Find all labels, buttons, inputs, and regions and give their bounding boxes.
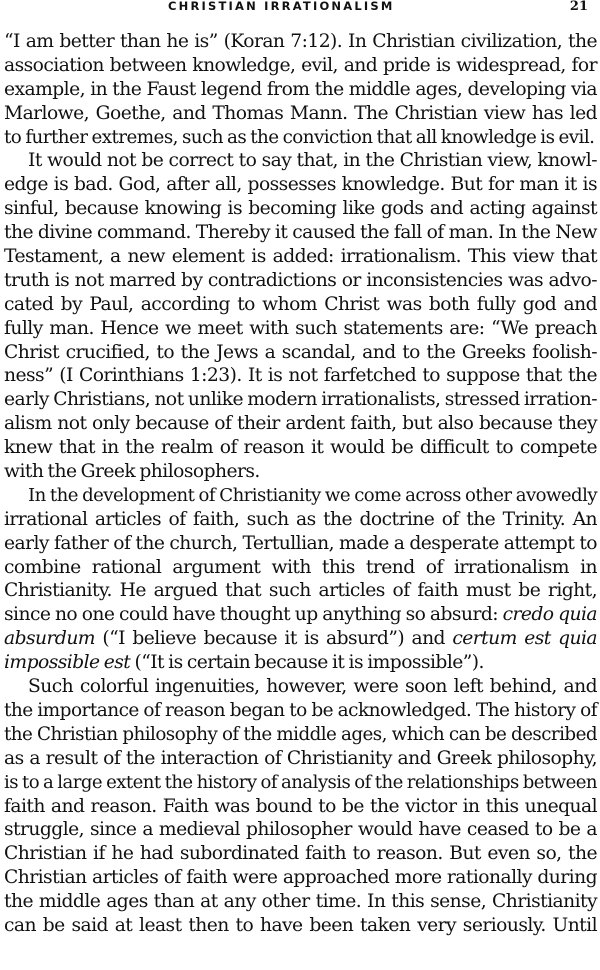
text-run: irrational articles of faith, such as the doctrine of the Trinity. An bbox=[4, 508, 597, 530]
text-line bbox=[0, 126, 600, 150]
text-line bbox=[0, 30, 600, 54]
text-run: can be said at least then to have been taken very seriously. Until bbox=[4, 914, 597, 936]
text-run: Testament, a new element is added: irrationalism. This view that bbox=[4, 246, 597, 268]
text-run: edge is bad. God, after all, possesses knowledge. But for man it is bbox=[4, 174, 597, 196]
text-line bbox=[0, 317, 600, 341]
text-run: Marlowe, Goethe, and Thomas Mann. The Christian view has led bbox=[4, 102, 597, 124]
page-number: 21 bbox=[569, 0, 588, 14]
text-run: to further extremes, such as the conviction that all knowledge is evil. bbox=[4, 126, 595, 148]
text-line bbox=[0, 388, 600, 412]
text-line bbox=[0, 747, 600, 771]
text-line bbox=[0, 508, 600, 532]
text-line bbox=[0, 221, 600, 245]
text-line bbox=[0, 341, 600, 365]
text-run: combine rational argument with this trend of irrationalism in bbox=[4, 556, 597, 578]
text-line bbox=[0, 436, 600, 460]
text-run: truth is not marred by contradictions or inconsistencies was advo- bbox=[4, 269, 597, 291]
text-run: cated by Paul, according to whom Christ was both fully god and bbox=[4, 293, 597, 315]
text-run: faith and reason. Faith was bound to be the victor in this unequal bbox=[4, 795, 597, 817]
text-line bbox=[0, 795, 600, 819]
text-run: early father of the church, Tertullian, made a desperate attempt to bbox=[4, 532, 597, 554]
italic-phrase: impossible est bbox=[4, 652, 131, 674]
text-run: fully man. Hence we meet with such statements are: “We preach bbox=[4, 317, 597, 339]
text-run: “I am better than he is” (Koran 7:12). In Christian civilization, the bbox=[4, 31, 597, 52]
text-run: knew that in the realm of reason it would be difficult to compete bbox=[4, 437, 597, 459]
text-run: struggle, since a medieval philosopher would have ceased to be a bbox=[4, 819, 597, 841]
text-run: In the development of Christianity we come across other avowedly bbox=[28, 484, 597, 506]
text-run: Such colorful ingenuities, however, were soon left behind, and bbox=[28, 676, 597, 698]
text-run: ness” (I Corinthians 1:23). It is not farfetched to suppose that the bbox=[4, 365, 597, 387]
text-run: Christianity. He argued that such articles of faith must be right, bbox=[4, 580, 597, 602]
italic-phrase: absurdum bbox=[4, 628, 95, 650]
text-run: (“It is certain because it is impossible”). bbox=[130, 652, 484, 674]
text-line bbox=[0, 78, 600, 102]
text-run: alism not only because of their ardent faith, but also because they bbox=[4, 413, 597, 435]
text-line bbox=[0, 54, 600, 78]
text-line bbox=[0, 556, 600, 580]
body-text bbox=[0, 30, 600, 938]
text-line bbox=[0, 412, 600, 436]
text-line bbox=[0, 699, 600, 723]
text-run: is to a large extent the history of analysis of the relationships between bbox=[4, 771, 597, 793]
text-line bbox=[0, 818, 600, 842]
text-line bbox=[0, 102, 600, 126]
text-run: early Christians, not unlike modern irrationalists, stressed irration- bbox=[4, 389, 597, 411]
text-line bbox=[0, 675, 600, 699]
text-run: Christian if he had subordinated faith to reason. But even so, the bbox=[4, 843, 597, 865]
text-line bbox=[0, 149, 600, 173]
text-run: since no one could have thought up anything so absurd: bbox=[4, 604, 503, 626]
running-head bbox=[0, 0, 600, 14]
text-line bbox=[0, 364, 600, 388]
text-run: the importance of reason began to be acknowledged. The history of bbox=[4, 699, 597, 721]
text-run: with the Greek philosophers. bbox=[4, 461, 260, 483]
text-run: (“I believe because it is absurd”) and bbox=[94, 628, 453, 650]
text-run: Christ crucified, to the Jews a scandal, and to the Greeks foolish- bbox=[4, 341, 597, 363]
text-line bbox=[0, 723, 600, 747]
text-line bbox=[0, 245, 600, 269]
text-line bbox=[0, 532, 600, 556]
text-line bbox=[0, 197, 600, 221]
text-line bbox=[0, 603, 600, 627]
text-run: the divine command. Thereby it caused the fall of man. In the New bbox=[4, 222, 597, 244]
text-run: the middle ages than at any other time. In this sense, Christianity bbox=[4, 891, 597, 913]
text-run: example, in the Faust legend from the middle ages, developing via bbox=[4, 78, 597, 100]
text-line bbox=[0, 173, 600, 197]
text-run: association between knowledge, evil, and pride is widespread, for bbox=[4, 54, 597, 76]
text-line bbox=[0, 269, 600, 293]
text-line bbox=[0, 914, 600, 938]
text-line bbox=[0, 627, 600, 651]
text-run: as a result of the interaction of Christianity and Greek philosophy, bbox=[4, 747, 597, 769]
text-line bbox=[0, 579, 600, 603]
text-line bbox=[0, 771, 600, 795]
running-title: CHRISTIAN IRRATIONALISM bbox=[168, 0, 395, 13]
text-line bbox=[0, 484, 600, 508]
text-line bbox=[0, 842, 600, 866]
text-line bbox=[0, 460, 600, 484]
text-line bbox=[0, 890, 600, 914]
text-run: It would not be correct to say that, in the Christian view, knowl- bbox=[28, 150, 597, 172]
text-run: Christian articles of faith were approached more rationally during bbox=[4, 867, 597, 889]
text-run: the Christian philosophy of the middle ages, which can be described bbox=[4, 723, 597, 745]
italic-phrase: credo quia bbox=[502, 604, 597, 626]
text-line bbox=[0, 866, 600, 890]
text-line bbox=[0, 293, 600, 317]
text-line bbox=[0, 651, 600, 675]
text-run: sinful, because knowing is becoming like gods and acting against bbox=[4, 198, 597, 220]
italic-phrase: certum est quia bbox=[452, 628, 598, 650]
